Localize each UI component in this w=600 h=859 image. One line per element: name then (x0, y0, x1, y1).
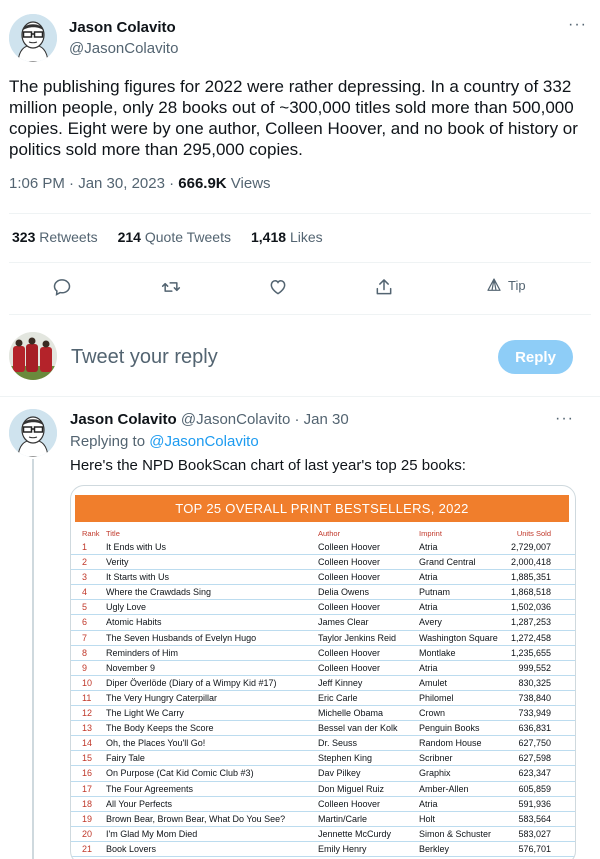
row-author: Delia Owens (318, 587, 370, 598)
table-row (71, 570, 576, 585)
row-imprint: Berkley (419, 843, 450, 854)
table-row (71, 782, 576, 797)
row-imprint: Scribner (419, 753, 453, 764)
row-units: 1,235,655 (510, 647, 551, 658)
like-icon[interactable] (268, 277, 288, 297)
avatar[interactable] (9, 409, 57, 457)
divider (9, 213, 591, 214)
divider (9, 262, 591, 263)
replying-to-handle[interactable]: @JasonColavito (149, 433, 259, 450)
row-author: Colleen Hoover (318, 557, 381, 568)
reply-input[interactable]: Tweet your reply (71, 346, 218, 368)
row-units: 733,949 (518, 708, 551, 719)
row-units: 623,347 (518, 768, 551, 779)
table-row (71, 555, 576, 570)
table-row (71, 631, 576, 646)
quote-tweets-stat[interactable]: 214 Quote Tweets (117, 229, 231, 245)
tweet-stats (12, 229, 323, 245)
row-units: 576,701 (518, 843, 551, 854)
row-imprint: Atria (419, 572, 438, 583)
retweet-icon[interactable] (160, 277, 182, 297)
divider (0, 396, 600, 397)
row-title: On Purpose (Cat Kid Comic Club #3) (106, 768, 254, 779)
retweets-stat[interactable]: 323 Retweets (12, 229, 98, 245)
tweet-text: The publishing figures for 2022 were rather depressing. In a country of 332 million people, only 28 books out of ~300,000 titles sold more than 500,000 copies. Eight were by one author, Colleen Hoover, and no book of history or politics sold more than 295,000 copies. (9, 77, 578, 159)
row-units: 627,750 (518, 738, 551, 749)
row-author: Bessel van der Kolk (318, 723, 398, 734)
row-units: 1,287,253 (510, 617, 551, 628)
replying-to: Replying to @JasonColavito (70, 433, 259, 450)
table-row (71, 721, 576, 736)
row-imprint: Amulet (419, 677, 448, 688)
bestsellers-chart-image[interactable] (70, 485, 576, 859)
row-units: 738,840 (518, 692, 551, 703)
author-avatar-icon (9, 409, 57, 457)
row-title: All Your Perfects (106, 798, 173, 809)
row-imprint: Graphix (419, 768, 451, 779)
row-units: 2,729,007 (510, 542, 551, 552)
row-imprint: Atria (419, 602, 438, 613)
row-title: Verity (106, 557, 129, 568)
row-imprint: Atria (419, 798, 438, 809)
row-title: Diper Överlöde (Diary of a Wimpy Kid #17) (106, 677, 277, 688)
table-row (71, 540, 576, 555)
row-title: I'm Glad My Mom Died (106, 828, 198, 839)
tweet-meta (9, 175, 271, 192)
share-icon[interactable] (374, 277, 394, 297)
row-rank: 8 (82, 647, 88, 658)
row-author: Martin/Carle (318, 813, 368, 824)
table-row (71, 751, 576, 766)
row-imprint: Amber-Allen (419, 783, 469, 794)
row-rank: 13 (82, 723, 93, 734)
row-author: Michelle Obama (318, 708, 384, 719)
row-title: Brown Bear, Brown Bear, What Do You See? (106, 813, 286, 824)
row-rank: 19 (82, 813, 93, 824)
row-author: Colleen Hoover (318, 798, 381, 809)
reply-header (70, 411, 349, 428)
avatar[interactable] (9, 14, 57, 62)
col-header-rank: Rank (82, 529, 100, 538)
row-author: Colleen Hoover (318, 662, 381, 673)
reply-composer (0, 322, 600, 390)
row-rank: 5 (82, 602, 88, 613)
row-author: Taylor Jenkins Reid (318, 632, 397, 643)
table-row (71, 600, 576, 615)
row-units: 999,552 (518, 662, 551, 673)
table-row (71, 706, 576, 721)
row-units: 605,859 (518, 783, 551, 794)
reply-button[interactable]: Reply (498, 340, 573, 374)
row-imprint: Atria (419, 662, 438, 673)
chart-title: TOP 25 OVERALL PRINT BESTSELLERS, 2022 (75, 495, 569, 522)
row-rank: 9 (82, 662, 88, 673)
table-row (71, 585, 576, 600)
row-rank: 3 (82, 572, 88, 583)
row-imprint: Grand Central (419, 557, 476, 568)
row-units: 1,272,458 (510, 632, 551, 643)
user-avatar-icon (9, 332, 57, 380)
row-units: 583,027 (518, 828, 551, 839)
row-rank: 6 (82, 617, 88, 628)
row-author: Dav Pilkey (318, 768, 361, 779)
row-author: Colleen Hoover (318, 572, 381, 583)
row-author: Colleen Hoover (318, 602, 381, 613)
table-row (71, 797, 576, 812)
row-author: Eric Carle (318, 692, 358, 703)
row-rank: 16 (82, 768, 93, 779)
row-author: Jeff Kinney (318, 677, 363, 688)
row-rank: 17 (82, 783, 93, 794)
reply-icon[interactable] (52, 277, 72, 297)
row-imprint: Holt (419, 813, 436, 824)
table-row (71, 615, 576, 630)
row-author: Colleen Hoover (318, 542, 381, 552)
author-handle[interactable]: @JasonColavito (69, 40, 179, 57)
row-title: The Very Hungry Caterpillar (106, 692, 218, 703)
table-row (71, 676, 576, 691)
divider (9, 314, 591, 315)
row-title: November 9 (106, 662, 156, 673)
row-imprint: Random House (419, 738, 482, 749)
tip-button[interactable] (486, 277, 526, 293)
row-imprint: Atria (419, 542, 438, 552)
chart-header-row (71, 526, 576, 540)
likes-stat[interactable]: 1,418 Likes (251, 229, 323, 245)
more-options-icon[interactable]: ··· (568, 16, 587, 33)
row-units: 627,598 (518, 753, 551, 764)
avatar[interactable] (9, 332, 57, 380)
row-units: 636,831 (518, 723, 551, 734)
row-author: Jennette McCurdy (318, 828, 392, 839)
views-count: 666.9K (178, 175, 227, 192)
author-avatar-icon (9, 14, 57, 62)
row-rank: 10 (82, 677, 93, 688)
col-header-units: Units Sold (516, 529, 551, 538)
row-author: Don Miguel Ruiz (318, 783, 385, 794)
row-rank: 20 (82, 828, 93, 839)
row-units: 1,885,351 (510, 572, 551, 583)
row-imprint: Crown (419, 708, 446, 719)
table-row (71, 736, 576, 751)
row-title: Fairy Tale (106, 753, 145, 764)
row-title: Atomic Habits (106, 617, 162, 628)
col-header-imprint: Imprint (419, 529, 442, 538)
tweet-header (9, 14, 591, 64)
row-imprint: Simon & Schuster (419, 828, 492, 839)
chart-rows (71, 540, 576, 857)
more-options-icon[interactable]: ··· (555, 410, 574, 427)
row-title: Reminders of Him (106, 647, 179, 658)
row-title: The Seven Husbands of Evelyn Hugo (106, 632, 257, 643)
row-units: 1,502,036 (510, 602, 551, 613)
row-title: The Four Agreements (106, 783, 194, 794)
row-author: Emily Henry (318, 843, 367, 854)
row-rank: 7 (82, 632, 88, 643)
row-title: Oh, the Places You'll Go! (106, 738, 206, 749)
thread-line (32, 459, 34, 859)
row-author: Stephen King (318, 753, 373, 764)
row-title: It Ends with Us (106, 542, 167, 552)
action-bar (0, 272, 600, 306)
row-units: 1,868,518 (510, 587, 551, 598)
row-title: Where the Crawdads Sing (106, 587, 212, 598)
row-imprint: Putnam (419, 587, 451, 598)
table-row (71, 842, 576, 857)
row-title: Ugly Love (106, 602, 147, 613)
reply-handle-time[interactable]: @JasonColavito · Jan 30 (180, 411, 349, 428)
row-rank: 2 (82, 557, 88, 568)
table-row (71, 812, 576, 827)
row-units: 591,936 (518, 798, 551, 809)
table-row (71, 646, 576, 661)
row-rank: 14 (82, 738, 93, 749)
table-row (71, 766, 576, 781)
row-rank: 11 (82, 692, 92, 703)
table-row (71, 691, 576, 706)
row-author: Dr. Seuss (318, 738, 358, 749)
row-title: It Starts with Us (106, 572, 170, 583)
reply-text: Here's the NPD BookScan chart of last year's top 25 books: (70, 457, 466, 474)
table-row (71, 827, 576, 842)
row-rank: 1 (82, 542, 88, 552)
row-rank: 21 (82, 843, 93, 854)
row-imprint: Avery (419, 617, 442, 628)
row-rank: 18 (82, 798, 93, 809)
table-row (71, 661, 576, 676)
row-author: Colleen Hoover (318, 647, 381, 658)
reply-author-name[interactable]: Jason Colavito (70, 411, 177, 428)
row-title: The Light We Carry (106, 708, 184, 719)
row-rank: 4 (82, 587, 88, 598)
row-imprint: Washington Square (419, 632, 498, 643)
row-units: 583,564 (518, 813, 551, 824)
author-name[interactable]: Jason Colavito (69, 19, 176, 36)
row-imprint: Philomel (419, 692, 454, 703)
tip-label: Tip (508, 277, 526, 293)
row-rank: 12 (82, 708, 93, 719)
row-title: Book Lovers (106, 843, 157, 854)
row-imprint: Montlake (419, 647, 456, 658)
views-label: Views (226, 175, 271, 192)
col-header-author: Author (318, 529, 341, 538)
tip-icon (486, 277, 502, 293)
row-title: The Body Keeps the Score (106, 723, 214, 734)
row-imprint: Penguin Books (419, 723, 480, 734)
col-header-title: Title (106, 529, 120, 538)
row-units: 830,325 (518, 677, 551, 688)
row-units: 2,000,418 (510, 557, 551, 568)
tweet-timestamp[interactable]: 1:06 PM · Jan 30, 2023 · (9, 175, 179, 192)
row-rank: 15 (82, 753, 93, 764)
row-author: James Clear (318, 617, 369, 628)
